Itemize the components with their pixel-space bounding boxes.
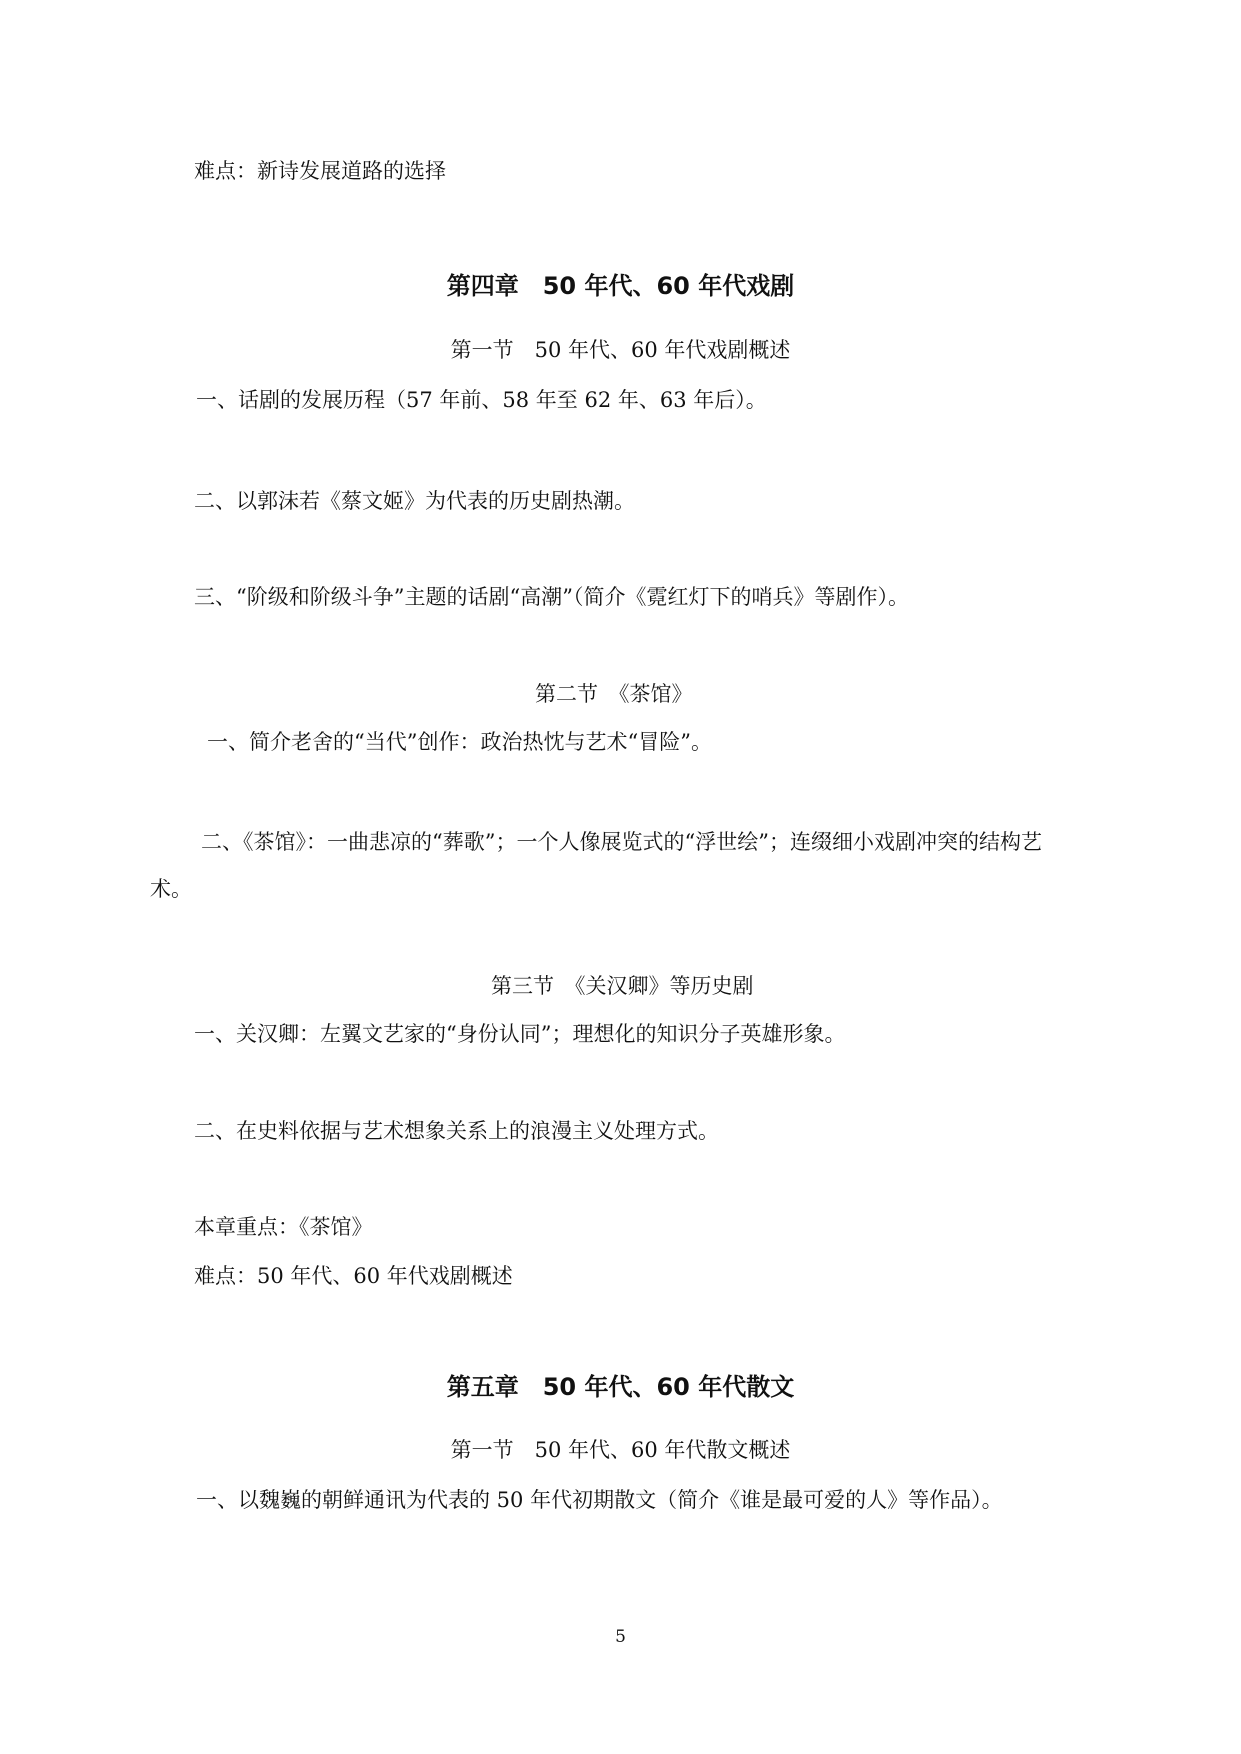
chapter-5-section-1-item-1: 一、以魏巍的朝鲜通讯为代表的 50 年代初期散文（简介《谁是最可爱的人》等作品）。: [196, 1488, 1003, 1512]
chapter-4-section-2-item-1: 一、简介老舍的“当代”创作：政治热忱与艺术“冒险”。: [207, 730, 712, 754]
previous-chapter-difficulty: 难点：新诗发展道路的选择: [194, 159, 446, 183]
chapter-5-title: 第五章 50 年代、60 年代散文: [446, 1373, 795, 1401]
chapter-4-section-1-item-1: 一、话剧的发展历程（57 年前、58 年至 62 年、63 年后）。: [196, 388, 767, 412]
chapter-5-section-1-title: 第一节 50 年代、60 年代散文概述: [450, 1438, 791, 1462]
chapter-4-section-2-item-2: 二、《茶馆》：一曲悲凉的“葬歌”；一个人像展览式的“浮世绘”；连缀细小戏剧冲突的结构艺: [201, 830, 1042, 854]
page-number: 5: [615, 1627, 626, 1647]
chapter-4-title: 第四章 50 年代、60 年代戏剧: [446, 272, 795, 300]
chapter-4-section-1-title: 第一节 50 年代、60 年代戏剧概述: [450, 338, 791, 362]
chapter-4-difficulty: 难点：50 年代、60 年代戏剧概述: [194, 1264, 513, 1288]
chapter-4-key-point: 本章重点：《茶馆》: [194, 1215, 373, 1239]
chapter-4-section-2-item-2-continued: 术。: [150, 877, 192, 901]
chapter-4-section-3-item-2: 二、在史料依据与艺术想象关系上的浪漫主义处理方式。: [194, 1119, 719, 1143]
chapter-4-section-2-title: 第二节 《茶馆》: [535, 682, 693, 706]
chapter-4-section-3-title: 第三节 《关汉卿》等历史剧: [491, 974, 754, 998]
chapter-4-section-1-item-2: 二、以郭沫若《蔡文姬》为代表的历史剧热潮。: [194, 489, 635, 513]
chapter-4-section-3-item-1: 一、关汉卿：左翼文艺家的“身份认同”；理想化的知识分子英雄形象。: [194, 1022, 846, 1046]
chapter-4-section-1-item-3: 三、“阶级和阶级斗争”主题的话剧“高潮”（简介《霓红灯下的哨兵》等剧作）。: [194, 585, 909, 609]
